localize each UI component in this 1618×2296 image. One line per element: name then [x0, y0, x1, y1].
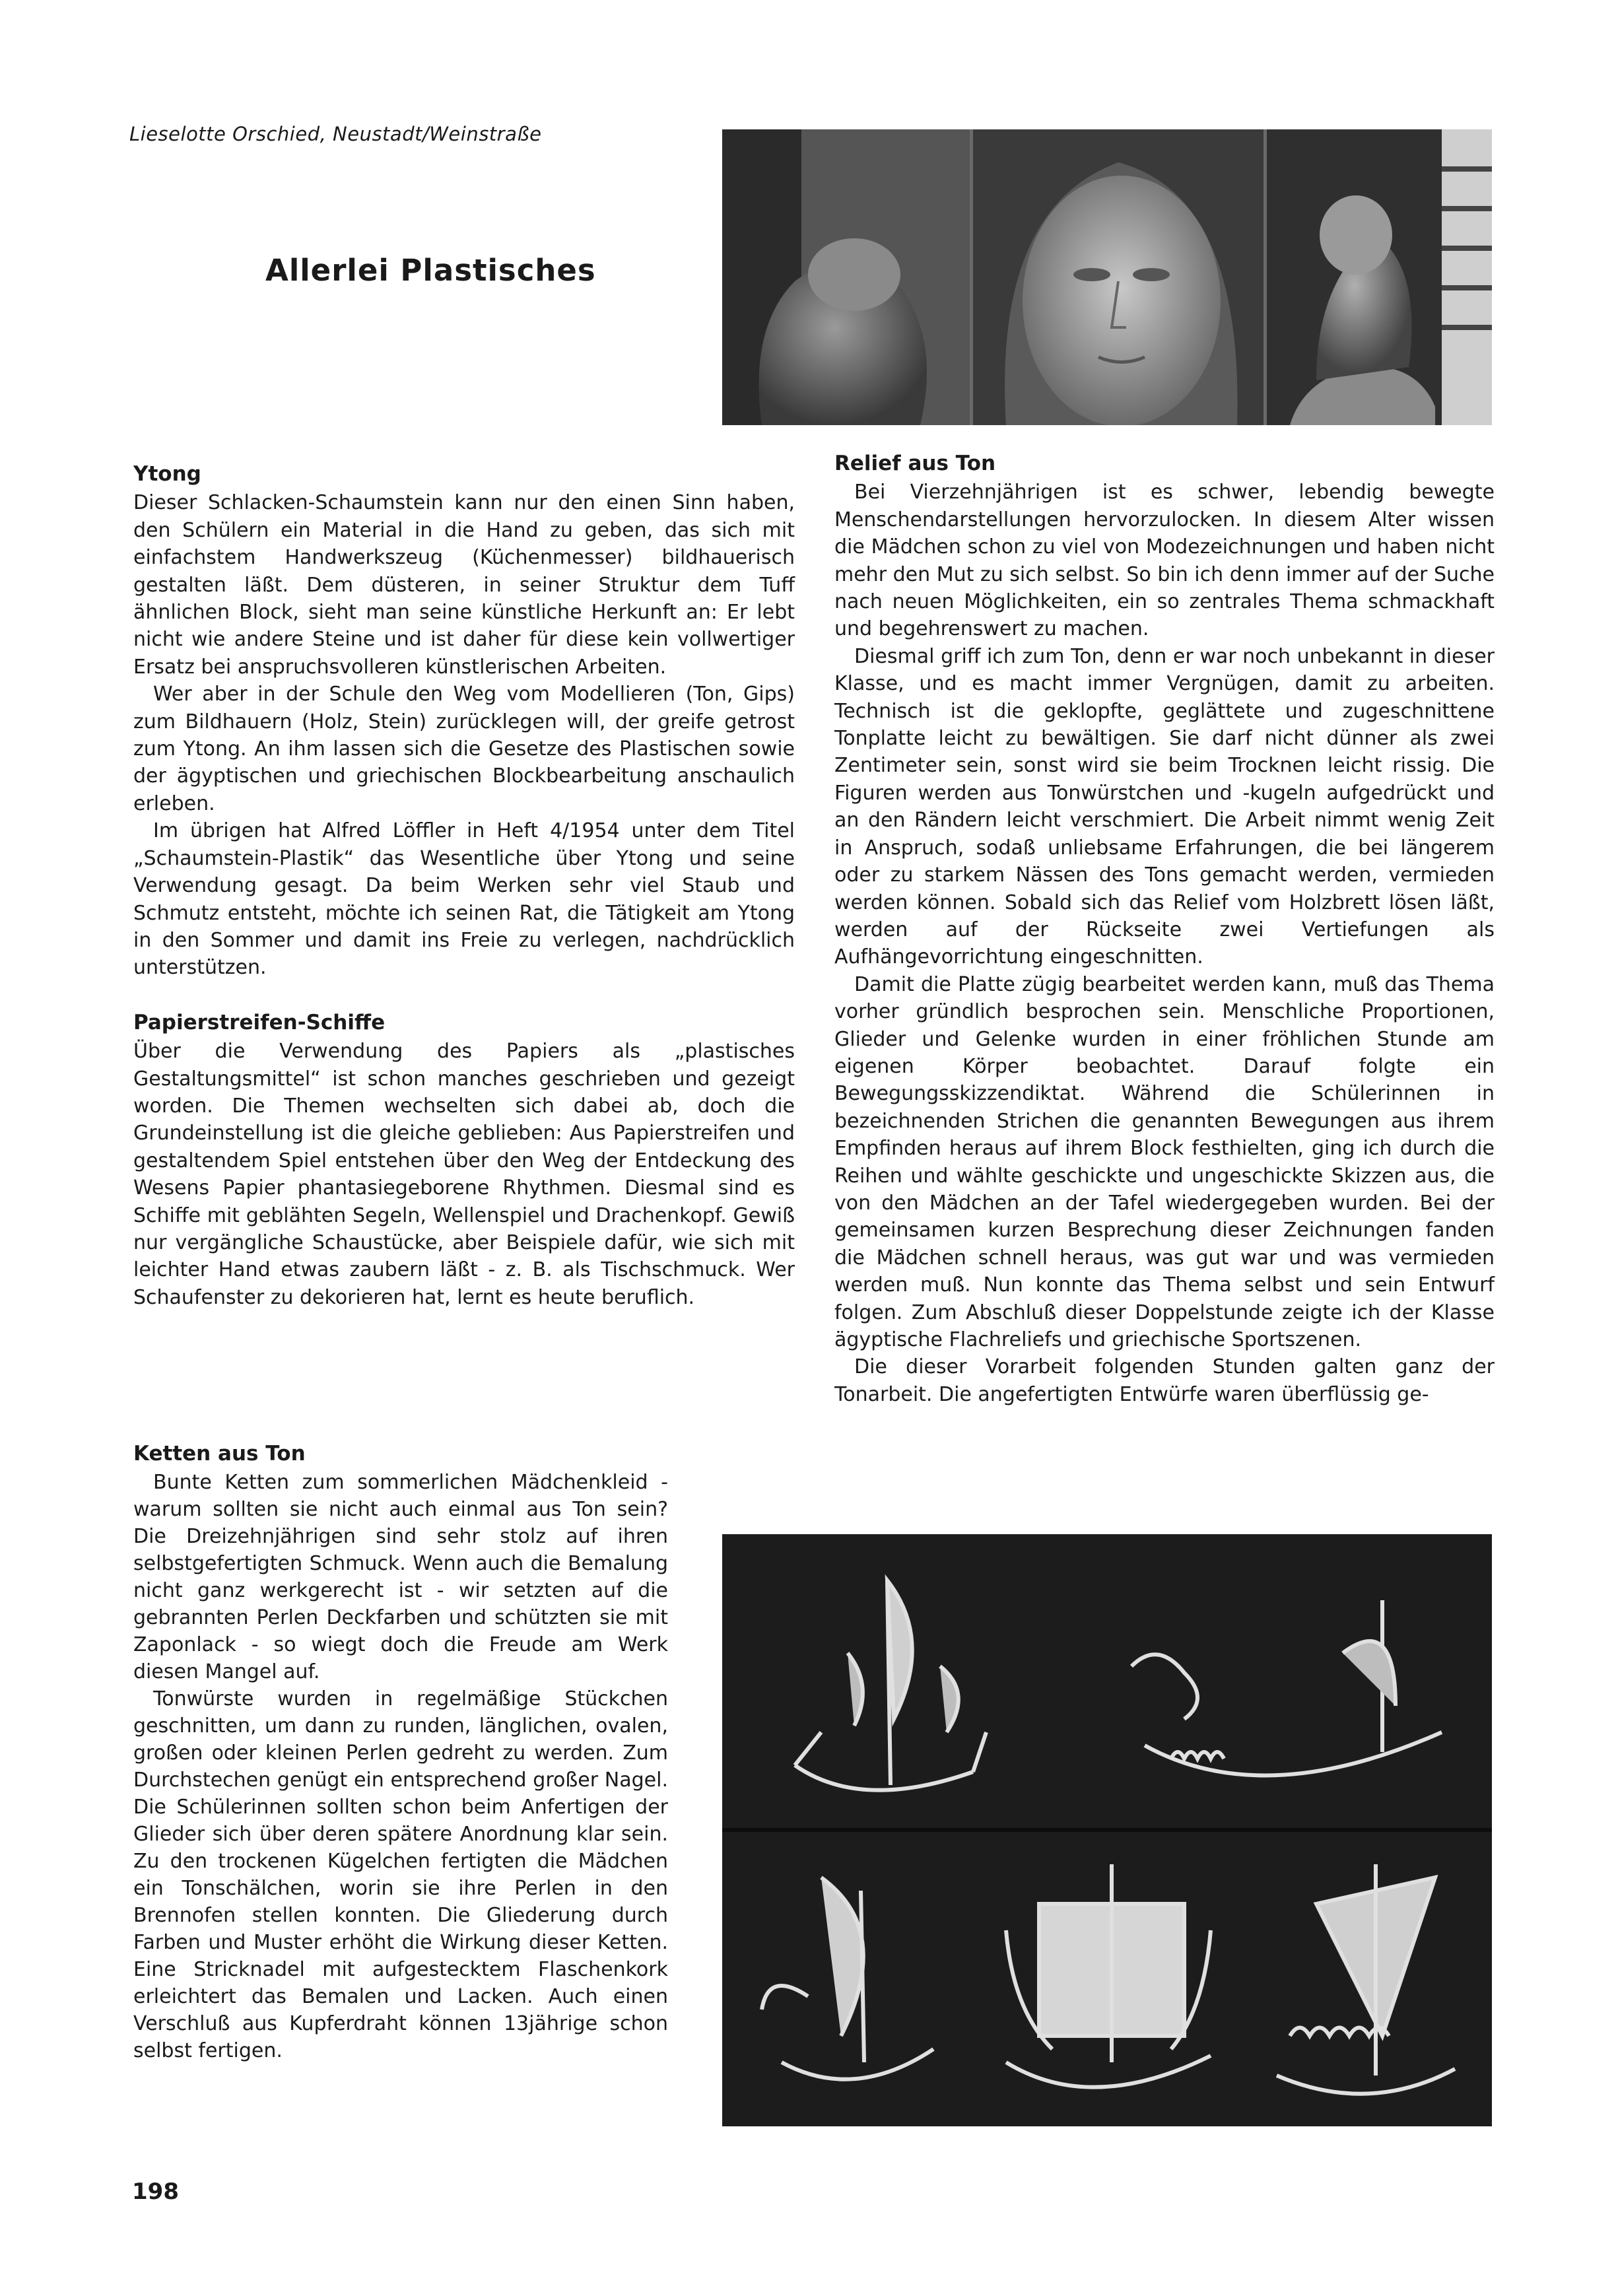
sculpture-photo — [722, 129, 1492, 425]
left-column — [133, 461, 795, 1339]
section-heading: Ytong — [133, 462, 201, 486]
section-heading: Relief aus Ton — [834, 452, 996, 475]
paragraph: Diesmal griff ich zum Ton, denn er war noch unbekannt in dieser Klasse, und es macht immer Vergnügen, damit zu arbeiten. Technisch ist die geklopfte, geglättete und zugeschnittene Tonplatte leicht zu bewältigen. Sie darf nicht dünner als zwei Zentimeter sein, sonst wird sie beim Trocknen leicht rissig. Die Figuren werden aus Tonwürstchen und -kugeln aufgedrückt und an den Rändern leicht verschmiert. Die Arbeit nimmt wenig Zeit in Anspruch, sodaß unliebsame Erfahrungen, die bei längerem oder zu starkem Nässen des Tons gemacht werden, vermieden werden können. Sobald sich das Relief vom Holzbrett lösen läßt, werden auf der Rückseite zwei Vertiefungen als Aufhängevorrichtung eingeschnitten. — [834, 644, 1495, 969]
author-line: Lieselotte Orschied, Neustadt/Weinstraße — [129, 123, 542, 145]
section-papierstreifen — [133, 1009, 795, 1311]
section-heading: Papierstreifen-Schiffe — [133, 1010, 386, 1034]
paragraph: Über die Verwendung des Papiers als „plastisches Gestaltungsmittel“ ist schon manches geschrieben und gezeigt worden. Die Themen wechselten sich dabei ab, doch die Grundeinstellung ist die gleiche geblieben: Aus Papierstreifen und gestaltendem Spiel entstehen über den Weg der Entdeckung des Wesens Papier phantasiegeborene Rhythmen. Diesmal sind es Schiffe mit geblähten Segeln, Wellenspiel und Drachenkopf. Gewiß nur vergängliche Schaustücke, aber Beispiele dafür, wie sich mit leichter Hand etwas zaubern läßt - z. B. als Tischschmuck. Wer Schaufenster zu dekorieren hat, lernt es heute beruflich. — [133, 1040, 795, 1309]
page-number: 198 — [132, 2178, 179, 2205]
section-heading: Ketten aus Ton — [133, 1442, 306, 1466]
right-column — [834, 450, 1495, 1408]
paragraph: Wer aber in der Schule den Weg vom Modellieren (Ton, Gips) zum Bildhauern (Holz, Stein) zurücklegen will, der greife getrost zum Ytong. An ihm lassen sich die Gesetze des Plastischen sowie der ägyptischen und griechischen Blockbearbeitung anschaulich erleben. — [133, 683, 795, 815]
section-ytong — [133, 461, 795, 982]
paragraph: Damit die Platte zügig bearbeitet werden kann, muß das Thema vorher gründlich besprochen sein. Menschliche Proportionen, Glieder und Gelenke wurden in einer fröhlichen Stunde am eigenen Körper beobachtet. Darauf folgte ein Bewegungsskizzendiktat. Während die Schülerinnen in bezeichnenden Strichen die genannten Bewegungen aus ihrem Empfinden heraus auf ihrem Block festhielten, ging ich durch die Reihen und wählte geschickte und ungeschickte Skizzen aus, die von den Mädchen an der Tafel wiedergegeben wurden. Bei der gemeinsamen kurzen Besprechung dieser Zeichnungen fanden die Mädchen schnell heraus, was gut war und was vermieden werden muß. Nun konnte das Thema selbst und sein Entwurf folgen. Zum Abschluß dieser Doppelstunde zeigte ich der Klasse ägyptische Flachreliefs und griechische Sportszenen. — [834, 972, 1495, 1351]
paper-ships-photo — [722, 1534, 1492, 2126]
paragraph: Im übrigen hat Alfred Löffler in Heft 4/1954 unter dem Titel „Schaumstein-Plastik“ das Wesentliche über Ytong und seine Verwendung gesagt. Da beim Werken sehr viel Staub und Schmutz entsteht, möchte ich seinen Rat, die Tätigkeit am Ytong in den Sommer und damit ins Freie zu verlegen, nachdrücklich unterstützen. — [133, 819, 795, 980]
paragraph: Dieser Schlacken-Schaumstein kann nur den einen Sinn haben, den Schülern ein Material in die Hand zu geben, das sich mit einfachstem Handwerkszeug (Küchenmesser) bildhauerisch gestalten läßt. Dem düsteren, in seiner Struktur dem Tuff ähnlichen Block, sieht man seine künstliche Herkunft an: Er lebt nicht wie andere Steine und ist daher für diese kein vollwertiger Ersatz bei anspruchsvolleren künstlerischen Arbeiten. — [133, 491, 795, 679]
paragraph: Bei Vierzehnjährigen ist es schwer, lebendig bewegte Menschendarstellungen hervorzulocken. In diesem Alter wissen die Mädchen schon zu viel von Modezeichnungen und haben nicht mehr den Mut zu sich selbst. So bin ich denn immer auf der Suche nach neuen Möglichkeiten, ein so zentrales Thema schmackhaft und begehrenswert zu machen. — [834, 481, 1495, 641]
paragraph: Bunte Ketten zum sommerlichen Mädchenkleid - warum sollten sie nicht auch einmal aus Ton sein? Die Dreizehnjährigen sind sehr stolz auf ihren selbstgefertigten Schmuck. Wenn auch die Bemalung nicht ganz werkgerecht ist - wir setzten auf die gebrannten Perlen Deckfarben und schützten sie mit Zaponlack - so wiegt doch die Freude am Werk diesen Mangel auf. — [133, 1471, 668, 1683]
paragraph: Tonwürste wurden in regelmäßige Stückchen geschnitten, um dann zu runden, länglichen, ovalen, großen oder kleinen Perlen gedreht zu werden. Zum Durchstechen genügt ein entsprechend großer Nagel. Die Schülerinnen sollten schon beim Anfertigen der Glieder sich über deren spätere Anordnung klar sein. Zu den trockenen Kügelchen fertigten die Mädchen ein Tonschälchen, worin sie ihre Perlen in den Brennofen stellen konnten. Die Gliederung durch Farben und Muster erhöht die Wirkung dieser Ketten. Eine Stricknadel mit aufgestecktem Flaschenkork erleichtert das Bemalen und Lacken. Auch einen Verschluß aus Kupferdraht können 13jährige schon selbst fertigen. — [133, 1687, 668, 2062]
ketten-column — [133, 1440, 668, 2064]
paragraph: Die dieser Vorarbeit folgenden Stunden galten ganz der Tonarbeit. Die angefertigten Entwürfe waren überflüssig ge- — [834, 1355, 1495, 1406]
article-title: Allerlei Plastisches — [265, 253, 596, 288]
